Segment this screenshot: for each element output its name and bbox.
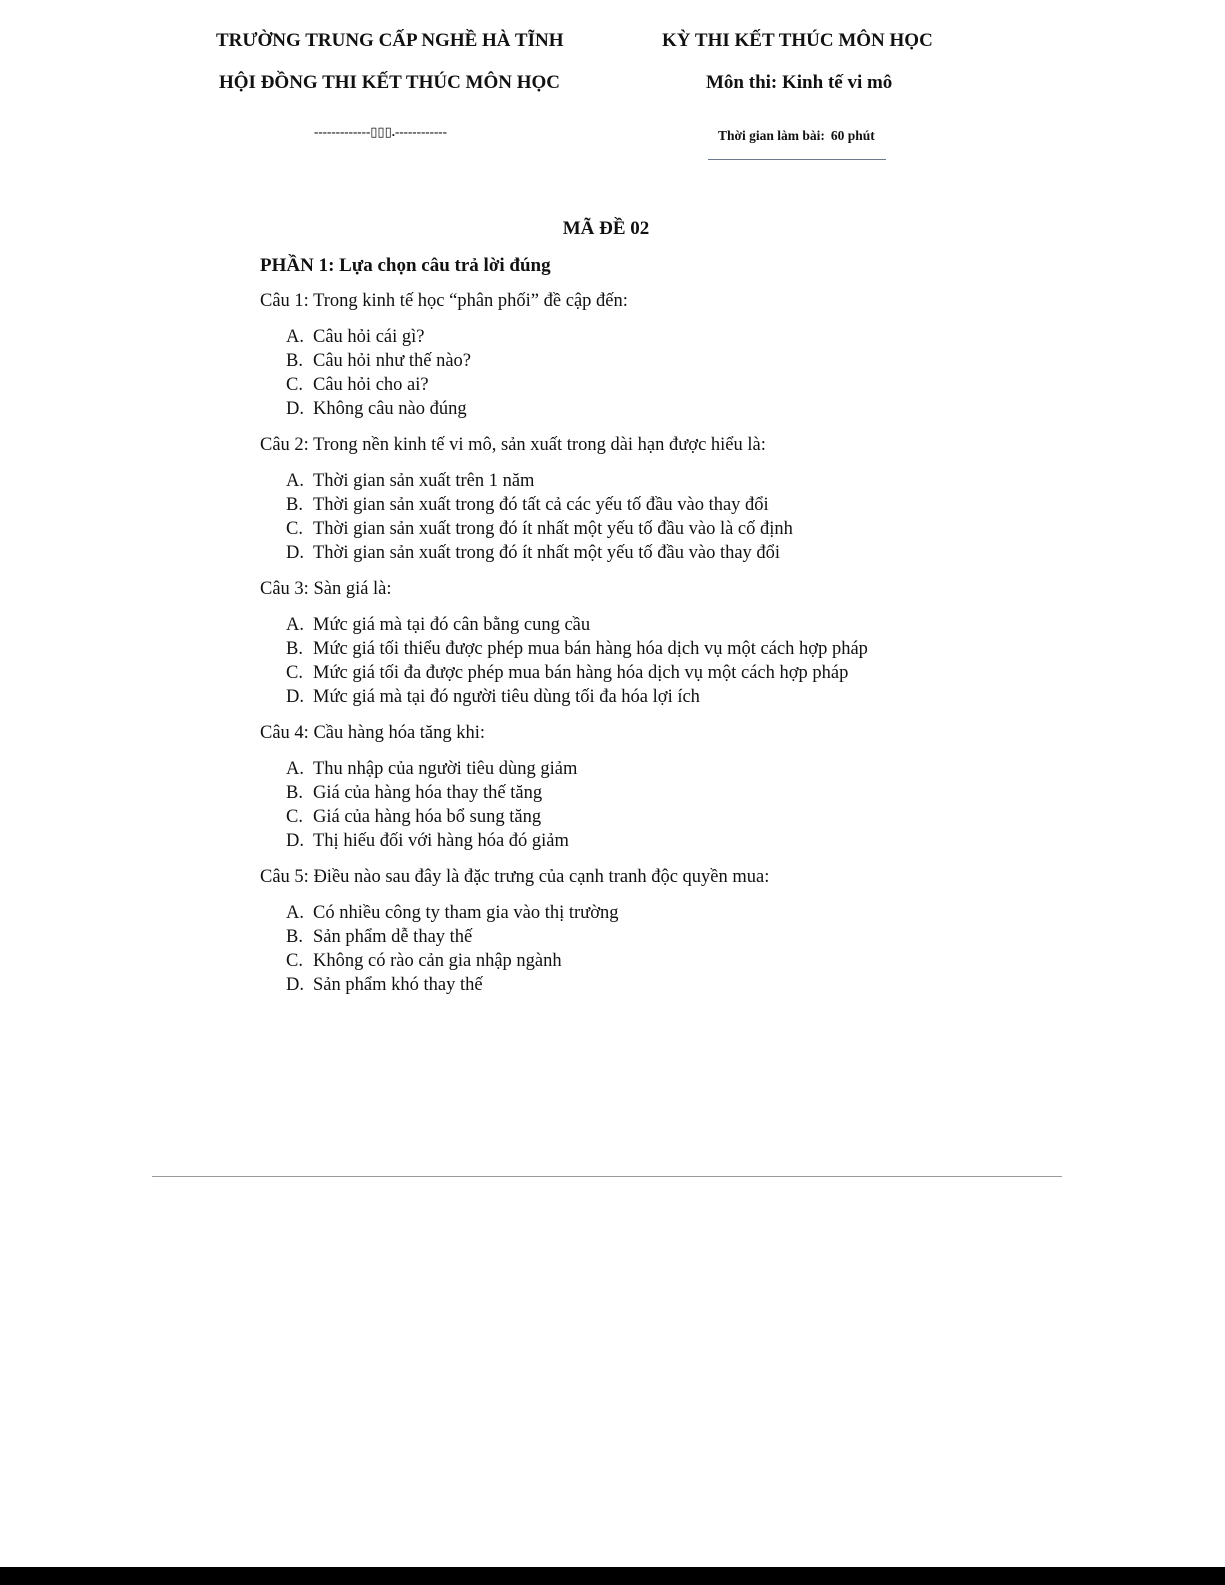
option-text: Mức giá tối đa được phép mua bán hàng hóa dịch vụ một cách hợp pháp (313, 663, 849, 683)
exam-duration-label: Thời gian làm bài: (718, 128, 825, 143)
exam-subject: Môn thi: Kinh tế vi mô (706, 72, 893, 93)
option-text: Mức giá tối thiểu được phép mua bán hàng hóa dịch vụ một cách hợp pháp (313, 639, 868, 659)
part-title: PHẦN 1: Lựa chọn câu trả lời đúng (260, 255, 551, 276)
exam-title: KỲ THI KẾT THÚC MÔN HỌC (662, 30, 933, 51)
option-text: Mức giá mà tại đó người tiêu dùng tối đa hóa lợi ích (313, 687, 700, 707)
question-text: Câu 5: Điều nào sau đây là đặc trưng của cạnh tranh độc quyền mua: (260, 867, 770, 887)
option-text: Không có rào cản gia nhập ngành (313, 951, 562, 971)
question (260, 289, 1020, 421)
question (260, 433, 1020, 565)
option-text: Mức giá mà tại đó cân bằng cung cầu (313, 615, 591, 635)
question-text: Câu 4: Cầu hàng hóa tăng khi: (260, 723, 486, 743)
option-text: Thời gian sản xuất trên 1 năm (313, 471, 535, 491)
answer-options (260, 613, 1020, 709)
answer-option (286, 373, 1020, 397)
option-letter: D. (286, 543, 304, 563)
option-text: Không câu nào đúng (313, 399, 467, 419)
option-text: Câu hỏi cho ai? (313, 375, 429, 395)
answer-option (286, 541, 1020, 565)
option-letter: B. (286, 639, 303, 659)
option-text: Thời gian sản xuất trong đó tất cả các yếu tố đầu vào thay đổi (313, 495, 769, 515)
screen-bottom-bar (0, 1567, 1225, 1585)
answer-option (286, 517, 1020, 541)
option-letter: C. (286, 375, 303, 395)
option-text: Thời gian sản xuất trong đó ít nhất một yếu tố đầu vào là cố định (313, 519, 793, 539)
option-text: Có nhiều công ty tham gia vào thị trường (313, 903, 619, 923)
option-text: Câu hỏi cái gì? (313, 327, 425, 347)
option-letter: B. (286, 351, 303, 371)
answer-option (286, 781, 1020, 805)
answer-option (286, 397, 1020, 421)
exam-code: MÃ ĐỀ 02 (562, 218, 650, 239)
option-letter: C. (286, 519, 303, 539)
answer-option (286, 925, 1020, 949)
header-underline (708, 159, 886, 160)
question (260, 721, 1020, 853)
school-name: TRƯỜNG TRUNG CẤP NGHỀ HÀ TĨNH (216, 30, 564, 51)
option-text: Thời gian sản xuất trong đó ít nhất một yếu tố đầu vào thay đổi (313, 543, 781, 563)
answer-option (286, 805, 1020, 829)
answer-options (260, 469, 1020, 565)
answer-option (286, 901, 1020, 925)
option-text: Câu hỏi như thế nào? (313, 351, 471, 371)
option-letter: B. (286, 927, 303, 947)
question-text: Câu 3: Sàn giá là: (260, 579, 392, 599)
question-list (260, 289, 1020, 1009)
answer-option (286, 613, 1020, 637)
option-letter: D. (286, 975, 304, 995)
option-letter: D. (286, 687, 304, 707)
exam-duration (718, 128, 875, 144)
answer-option (286, 349, 1020, 373)
answer-option (286, 973, 1020, 997)
answer-options (260, 325, 1020, 421)
option-letter: B. (286, 495, 303, 515)
answer-option (286, 685, 1020, 709)
option-letter: A. (286, 903, 304, 923)
option-letter: D. (286, 399, 304, 419)
option-letter: C. (286, 663, 303, 683)
answer-option (286, 493, 1020, 517)
header-separator: -------------▯▯▯.------------ (314, 124, 447, 139)
answer-option (286, 829, 1020, 853)
answer-option (286, 469, 1020, 493)
option-text: Sản phẩm dễ thay thế (313, 927, 473, 947)
answer-option (286, 949, 1020, 973)
answer-option (286, 325, 1020, 349)
answer-option (286, 637, 1020, 661)
option-letter: A. (286, 615, 304, 635)
question-text: Câu 2: Trong nền kinh tế vi mô, sản xuất trong dài hạn được hiểu là: (260, 435, 766, 455)
option-text: Giá của hàng hóa thay thế tăng (313, 783, 543, 803)
option-letter: D. (286, 831, 304, 851)
answer-option (286, 757, 1020, 781)
option-text: Sản phẩm khó thay thế (313, 975, 483, 995)
answer-options (260, 901, 1020, 997)
option-letter: B. (286, 783, 303, 803)
exam-duration-value: 60 phút (830, 128, 875, 143)
option-letter: A. (286, 471, 304, 491)
question (260, 577, 1020, 709)
option-letter: C. (286, 951, 303, 971)
option-letter: A. (286, 759, 304, 779)
answer-option (286, 661, 1020, 685)
answer-options (260, 757, 1020, 853)
option-text: Thu nhập của người tiêu dùng giảm (313, 759, 578, 779)
option-letter: C. (286, 807, 303, 827)
exam-council: HỘI ĐỒNG THI KẾT THÚC MÔN HỌC (219, 72, 560, 93)
option-letter: A. (286, 327, 304, 347)
option-text: Giá của hàng hóa bổ sung tăng (313, 807, 542, 827)
option-text: Thị hiếu đối với hàng hóa đó giảm (313, 831, 569, 851)
page-bottom-rule (152, 1176, 1062, 1177)
question (260, 865, 1020, 997)
question-text: Câu 1: Trong kinh tế học “phân phối” đề cập đến: (260, 291, 628, 311)
